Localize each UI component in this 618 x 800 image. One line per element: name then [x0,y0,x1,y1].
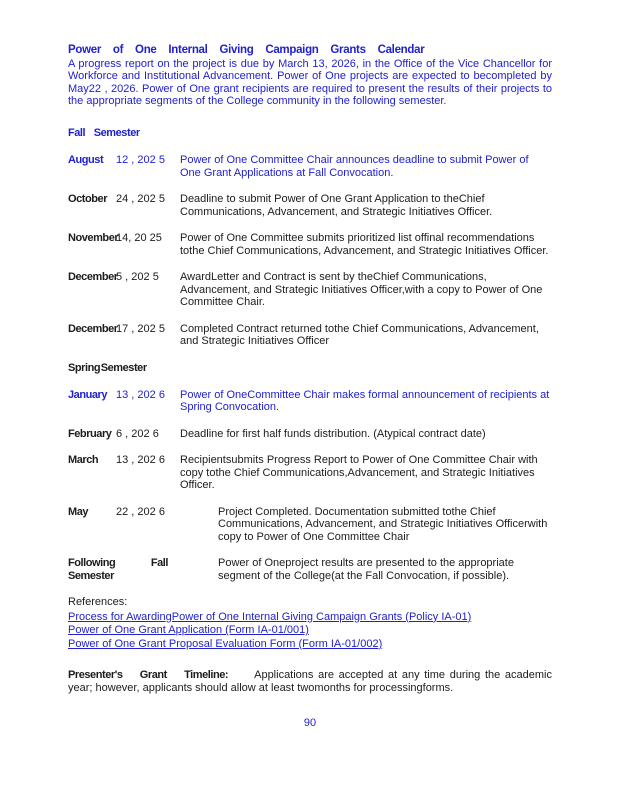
calendar-date: 5 , 202 5 [116,271,159,284]
page-number: 90 [303,717,317,730]
calendar-month: February [68,427,112,440]
calendar-row [68,428,552,441]
calendar-description: Power of OneCommittee Chair makes formal announcement of recipients at Spring Convocation. [180,388,550,414]
calendar-row [68,323,552,348]
calendar-month: January [68,388,108,401]
calendar-date: 22 , 202 6 [116,505,165,518]
calendar-date: 13 , 202 6 [116,454,165,467]
calendar-month: August [68,154,104,167]
calendar-row [68,506,552,544]
references-section [68,596,552,651]
calendar-description: Power of One Committee Chair announces deadline to submit Power of One Grant Applications at Fall Convocation. [180,154,529,179]
page-title: Power of One Internal Giving Campaign Grants Calendar [68,44,425,56]
calendar-row [68,389,552,414]
presenters-grant-timeline [68,669,552,695]
calendar-description: Recipientsubmits Progress Report to Power of One Committee Chair with copy tothe Chief Communications,Advancement, and Strategic Initiatives Officer. [180,454,538,492]
calendar-description: Project Completed. Documentation submitted tothe Chief Communications, Advancement, and Strategic Initiatives Officerwith copy to Power of One Committee Chair [218,505,548,543]
calendar-date: 6 , 202 6 [116,427,159,440]
references-label: References: [68,596,128,609]
calendar-description: Completed Contract returned tothe Chief Communications, Advancement, and Strategic Initiatives Officer [180,322,539,348]
grants-calendar [68,127,552,582]
calendar-date: 14, 20 25 [116,232,162,245]
calendar-date: 24 , 202 5 [116,193,165,206]
calendar-description: Power of One Committee submits prioritized list offinal recommendations tothe Chief Communications, Advancement, and Strategic Initiatives Officer. [180,232,549,257]
calendar-date: 17 , 202 5 [116,322,165,335]
calendar-month: May [68,505,89,518]
calendar-month: November [68,232,119,245]
section-heading-fall-semester: Fall Semester [68,127,140,140]
intro-paragraph: A progress report on the project is due by March 13, 2026, in the Office of the Vice Chancellor for Workforce and Institutional Advancement. Power of One projects are expected to becompleted by May22 , 2026. Power of One grant recipients are required to present the results of their projects to the appropriate segments of the College community in the following semester. [68,58,552,107]
calendar-row [68,454,552,492]
calendar-description: AwardLetter and Contract is sent by theChief Communications, Advancement, and Strategic Initiatives Officer,with a copy to Power of One Committee Chair. [180,271,543,309]
calendar-row [68,154,552,179]
calendar-row [68,271,552,309]
references-link-list [68,611,552,652]
reference-link-1[interactable]: Process for AwardingPower of One Internal Giving Campaign Grants (Policy IA-01) [68,610,472,623]
calendar-row [68,193,552,218]
calendar-month: December [68,322,118,335]
calendar-month: March [68,454,99,467]
calendar-date: 13 , 202 6 [116,388,165,401]
calendar-description: Power of Oneproject results are presented to the appropriate segment of the College(at the Fall Convocation, if possible). [218,557,514,582]
calendar-month: Following Fall Semester [68,557,168,582]
calendar-month: December [68,271,118,284]
section-heading-spring-semester: Spring Semester [68,361,147,374]
calendar-row [68,557,552,582]
calendar-month: October [68,193,108,206]
presenters-timeline-label: Presenter's Grant Timeline: [68,669,229,682]
calendar-description: Deadline for first half funds distribution. (Atypical contract date) [180,427,486,440]
calendar-date: 12 , 202 5 [116,154,165,167]
calendar-description: Deadline to submit Power of One Grant Application to theChief Communications, Advancement, and Strategic Initiatives Officer. [180,193,493,218]
reference-link-2[interactable]: Power of One Grant Application (Form IA-01/001) [68,624,309,637]
reference-link-3[interactable]: Power of One Grant Proposal Evaluation Form (Form IA-01/002) [68,637,383,650]
calendar-row [68,232,552,257]
presenters-timeline-text: Applications are accepted at any time during the academic year; however, applicants should allow at least twomonths for processingforms. [68,669,552,695]
calendar-date [168,557,180,582]
